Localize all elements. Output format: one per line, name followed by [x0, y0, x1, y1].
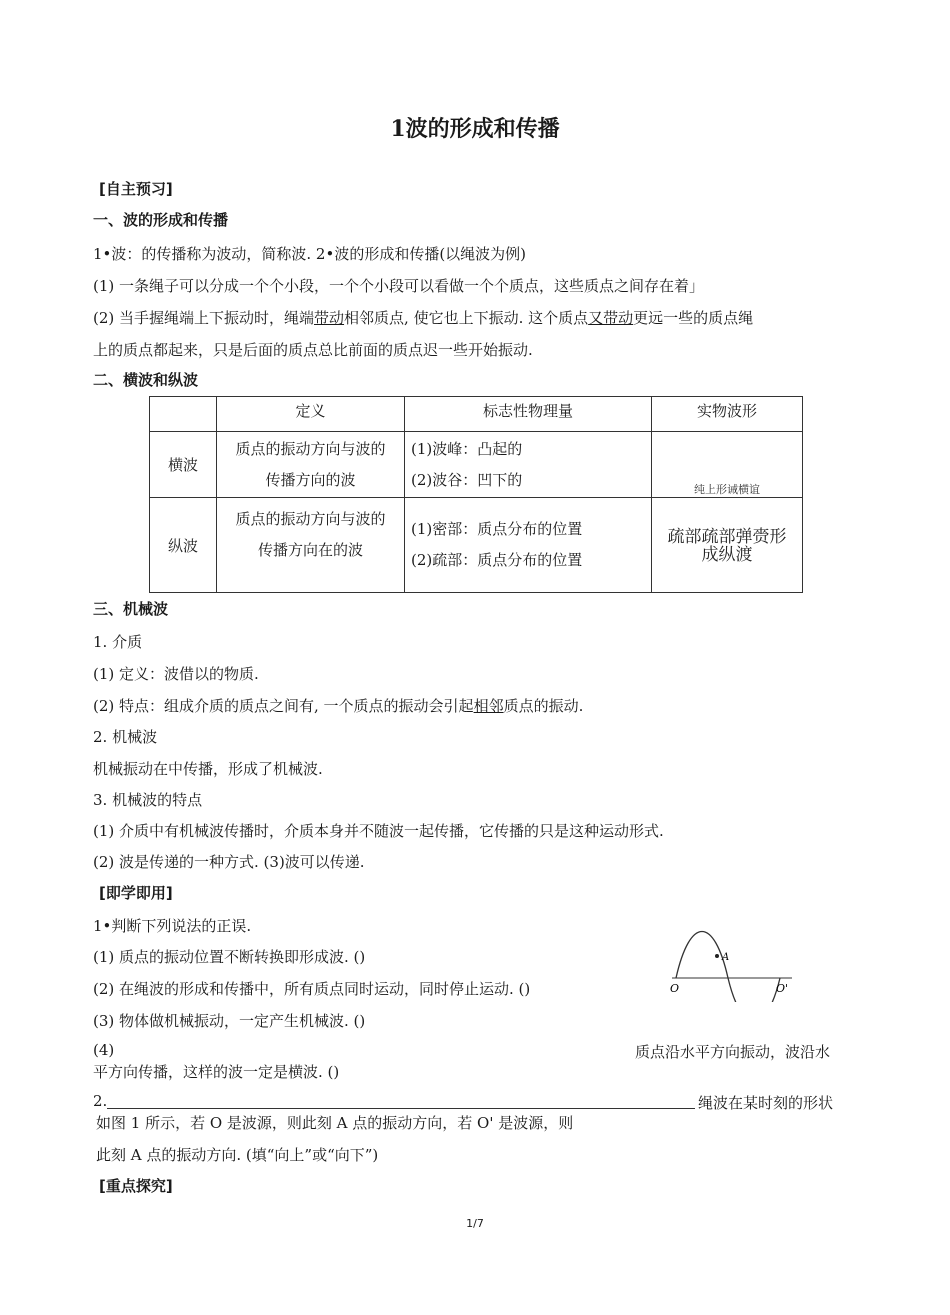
section3-line: 2. 机械波 — [93, 728, 158, 746]
practice-line: 2. — [93, 1092, 108, 1110]
qty-line: (1)波峰：凸起的 — [411, 439, 523, 458]
practice-line: (1) 质点的振动位置不断转换即形成波. () — [93, 948, 366, 966]
section1-line3 — [93, 307, 753, 328]
section3-line: (1) 定义：波借以的物质. — [93, 665, 259, 683]
page-number: 1/7 — [466, 1217, 484, 1230]
table-row — [150, 432, 803, 498]
origin-o-prime-label: O' — [776, 982, 789, 995]
section1-line3-underline2: 又带动 — [588, 309, 634, 327]
longitudinal-wave-image-text: 成纵渡 — [701, 545, 753, 565]
section3-line: 3. 机械波的特点 — [93, 791, 203, 809]
point-a-dot — [715, 954, 719, 958]
section3-line — [93, 695, 583, 716]
origin-o-label: O — [670, 982, 680, 995]
section3-line: (1) 介质中有机械波传播时，介质本身并不随波一起传播，它传播的只是这种运动形式. — [93, 822, 664, 840]
practice-line: 1•判断下列说法的正误. — [93, 917, 252, 935]
qty-line: (1)密部：质点分布的位置 — [411, 520, 583, 538]
table-header-cell: 实物波形 — [652, 397, 803, 432]
practice-line: (4) — [93, 1041, 115, 1059]
section1-line3-a: (2) 当手握绳端上下振动时，绳端 — [93, 309, 315, 327]
section2-heading: 二、横波和纵波 — [93, 371, 199, 389]
wave-type-table — [149, 396, 803, 593]
practice-label: [即学即用] — [99, 884, 173, 902]
section1-line3-underline1: 带动 — [314, 309, 345, 327]
section3-line-underline: 相邻 — [473, 697, 504, 715]
section1-line2: (1) 一条绳子可以分成一个个小段，一个个小段可以看做一个个质点，这些质点之间存在着」 — [93, 277, 705, 295]
section3-line: (2) 波是传递的一种方式. (3)波可以传递. — [93, 853, 365, 871]
wave-curve — [676, 932, 780, 1003]
table-row — [150, 498, 803, 593]
blank-line — [107, 1108, 695, 1109]
row-def-cell — [217, 432, 405, 498]
section3-line-b: 质点的振动. — [503, 697, 584, 715]
def-line: 传播方向在的波 — [257, 541, 363, 559]
row-qty-cell — [405, 498, 652, 593]
section1-line3-b: 相邻质点, 使它也上下振动. 这个质点 — [344, 309, 589, 327]
section1-line4: 上的质点都起来，只是后面的质点总比前面的质点迟一些开始振动. — [93, 341, 533, 359]
qty-line: (2)波谷：凹下的 — [411, 470, 523, 489]
row-name-cell: 横波 — [150, 432, 217, 498]
table-header-cell: 定义 — [217, 397, 405, 432]
focus-label: [重点探究] — [99, 1177, 173, 1195]
section1-line1: 1•波：的传播称为波动，简称波. 2•波的形成和传播(以绳波为例) — [93, 245, 527, 263]
practice-line: 平方向传播，这样的波一定是横波. () — [93, 1063, 340, 1081]
qty-line: (2)疏部：质点分布的位置 — [411, 551, 583, 569]
section3-line-a: (2) 特点：组成介质的质点之间有, 一个质点的振动会引起 — [93, 697, 474, 715]
longitudinal-wave-image-text: 疏部疏部弹赍形 — [667, 527, 787, 547]
table-header-row — [150, 397, 803, 432]
def-line: 质点的振动方向与波的 — [235, 439, 386, 458]
practice-line: 此刻 A 点的振动方向. (填“向上”或“向下”) — [96, 1146, 379, 1164]
section3-line: 1. 介质 — [93, 633, 143, 651]
section1-heading: 一、波的形成和传播 — [93, 211, 229, 229]
practice-line: 质点沿水平方向振动，波沿水 — [635, 1043, 831, 1061]
def-line: 质点的振动方向与波的 — [235, 510, 386, 528]
practice-line: 如图 1 所示，若 O 是波源，则此刻 A 点的振动方向，若 O' 是波源，则 — [96, 1114, 574, 1132]
point-a-label: A — [722, 952, 730, 963]
practice-line: 绳波在某时刻的形状 — [698, 1094, 834, 1112]
practice-line: (2) 在绳波的形成和传播中，所有质点同时运动，同时停止运动. () — [93, 980, 531, 998]
row-qty-cell — [405, 432, 652, 498]
row-name-cell: 纵波 — [150, 498, 217, 593]
transverse-wave-image-caption: 纯上形诫横谊 — [694, 483, 760, 496]
preview-label: [自主预习] — [99, 180, 173, 198]
row-image-cell — [652, 432, 803, 498]
def-line: 传播方向的波 — [265, 470, 356, 489]
section3-line: 机械振动在中传播，形成了机械波. — [93, 760, 323, 778]
table-header-cell: 标志性物理量 — [405, 397, 652, 432]
row-image-cell — [652, 498, 803, 593]
practice-line: (3) 物体做机械振动，一定产生机械波. () — [93, 1012, 366, 1030]
rope-wave-figure — [664, 930, 800, 1002]
section1-line3-c: 更远一些的质点绳 — [633, 309, 754, 327]
table-header-cell — [150, 397, 217, 432]
section3-heading: 三、机械波 — [93, 600, 169, 618]
page-title: 1波的形成和传播 — [390, 116, 560, 142]
row-def-cell — [217, 498, 405, 593]
